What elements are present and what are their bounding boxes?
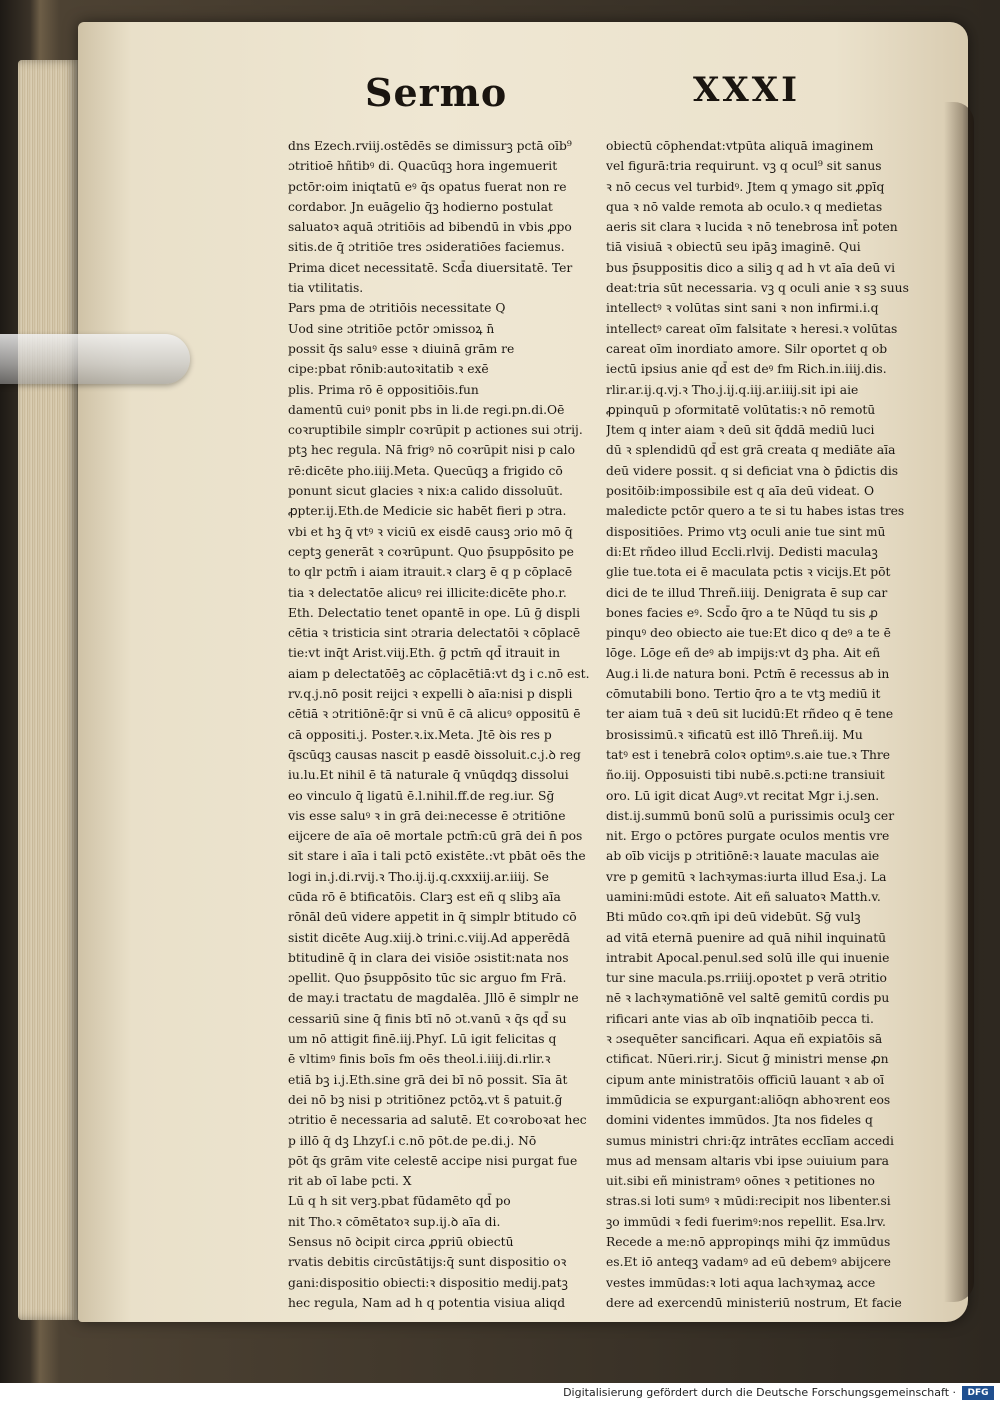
- text-line: Uod sine ɔtritiōe pctōr ɔmissoꝝ n̄: [288, 321, 495, 336]
- text-line: glie tue.tota ei ē maculata pctis ꝛ vicijs.Et pōt: [606, 565, 891, 580]
- text-line: de may.i tractatu de magdalēa. Jllō ē simplr ne: [288, 991, 579, 1006]
- text-line: dispositiōes. Primo vtꝫ oculi anie tue sint mū: [606, 524, 886, 539]
- folio-number: XXXI: [693, 70, 801, 110]
- text-line: nit. Ergo o pctōres purgate oculos mentis vre: [606, 829, 890, 844]
- text-line: sitis.de q̄ ɔtritiōe tres ɔsideratiōes faciemus.: [288, 240, 565, 255]
- text-line: cessariū sine q̄ finis btī nō ɔt.vanū ꝛ q̄s qd̄ su: [288, 1011, 567, 1026]
- text-line: brosissimū.ꝛ ꝛificatū est illō Threñ.iij. Mu: [606, 727, 863, 742]
- text-line: coꝛruptibile simplr coꝛrūpit p actiones sui ɔtrij.: [288, 423, 583, 438]
- text-line: careat oīm inordiato amore. Silr oportet q ob: [606, 341, 888, 356]
- text-line: iu.lu.Et nihil ē tā naturale q̄ vnūqdqꝫ dissolui: [288, 768, 569, 783]
- text-line: positōib:impossibile est q aīa deū videat. O: [606, 484, 875, 499]
- text-line: intrabit Apocal.penul.sed solū ille qui inuenie: [606, 950, 890, 965]
- text-line: rē:dicēte pho.iiij.Meta. Quecūqꝫ a frigido cō: [288, 463, 563, 478]
- text-line: sit stare i aīa i tali pctō existēte.:vt pbāt oēs the: [288, 849, 586, 864]
- text-line: deat:tria sūt necessaria. vꝫ q oculi anie ꝛ sꝫ suus: [606, 281, 909, 296]
- text-line: pinquꝰ deo obiecto aie tue:Et dico q deꝰ a te ē: [606, 626, 891, 641]
- text-line: damentū cuiꝰ ponit pbs in li.de regi.pn.di.Oē: [288, 402, 565, 417]
- text-line: es.Et iō anteqꝫ vadamꝰ ad eū debemꝰ abijcere: [606, 1255, 891, 1270]
- text-line: to qlr pctm̄ i aiam itrauit.ꝛ clarꝫ ē q p cōplacē: [288, 565, 573, 580]
- glass-pointer: [0, 334, 190, 384]
- text-line: cūda rō ē btificatōis. Clarꝫ est eñ q slibꝫ aīa: [288, 889, 561, 904]
- page-edges: [18, 60, 80, 1320]
- text-line: sistit dicēte Aug.xiij.ꝺ trini.c.viij.Ad apperēdā: [288, 930, 570, 945]
- text-line: immūdicia se expurgant:aliōqn abhoꝛrent eos: [606, 1092, 891, 1107]
- text-line: bus p̄suppositis dico a siliꝫ q ad h vt aīa deū vi: [606, 260, 896, 275]
- text-line: ponunt sicut glacies ꝛ nix:a calido dissoluūt.: [288, 484, 563, 499]
- text-line: ab oīb vicijs p ɔtritiōnē:ꝛ lauate maculas aie: [606, 849, 880, 864]
- text-line: um nō attigit finē.iij.Phyſ. Lū igit felicitas q: [288, 1032, 557, 1047]
- text-line: ptꝫ hec regula. Nā frigꝰ nō coꝛrūpit nisi p calo: [288, 443, 576, 458]
- text-line: btitudinē q̄ in clara dei visiōe ɔsistit:nata nos: [288, 950, 569, 965]
- text-line: tiā visiuā ꝛ obiectū seu ipāꝫ imaginē. Qui: [606, 240, 861, 255]
- text-line: tia ꝛ delectatōe alicuꝰ rei illicite:dicēte pho.r.: [288, 585, 567, 600]
- text-line: aiam p delectatōēꝫ ac cōplacētiā:vt dꝫ i c.nō est.: [288, 666, 590, 681]
- text-line: logi in.j.di.rvij.ꝛ Tho.ij.ij.q.cxxxiij.ar.iiij. Se: [288, 869, 549, 884]
- text-line: vis esse saluꝰ ꝛ in grā dei:necesse ē ɔtritiōne: [288, 808, 566, 823]
- text-line: pctōr:oim iniqtatū eꝰ q̄s opatus fuerat non re: [288, 179, 567, 194]
- text-line: ꝓpter.ij.Eth.de Medicie sic habēt fieri p ɔtra.: [288, 504, 567, 519]
- text-line: ꝛ nō cecus vel turbidꝰ. Jtem q ymago sit ꝓpīq: [606, 179, 885, 194]
- text-line: Bti mūdo coꝛ.qm̄ ipi deū videbūt. Sḡ vulꝫ: [606, 910, 861, 925]
- text-line: di:Et rñdeo illud Eccli.rlvij. Dedisti maculaꝫ: [606, 544, 878, 559]
- text-line: iectū ipsius anie qd̄ est deꝰ fm Rich.in.iiij.dis.: [606, 362, 887, 377]
- text-line: dns Ezech.rviij.ostēdēs se dimissurꝫ pctā oīb⁹: [288, 139, 572, 153]
- text-line: dici de te illud Threñ.iiij. Denigrata ē sup car: [606, 585, 888, 600]
- text-line: rv.q.j.nō posit reijci ꝛ expelli ꝺ aīa:nisi p displi: [288, 687, 573, 702]
- text-line: aeris sit clara ꝛ lucida ꝛ nō tenebrosa int̄ poten: [606, 220, 898, 235]
- text-line: sumus ministri chri:q̄z intrātes ecclīam accedi: [606, 1133, 894, 1148]
- text-line: ter aiam tuā ꝛ deū sit lucidū:Et rñdeo q ē tene: [606, 707, 894, 722]
- text-line: tur sine macula.ps.rriiij.opoꝛtet p verā ɔtritio: [606, 971, 887, 986]
- text-line: cōmutabili bono. Tertio q̄ro a te vtꝫ mediū it: [606, 687, 881, 702]
- text-line: ꝓpinquū p ɔformitatē volūtatis:ꝛ nō remotū: [606, 402, 876, 417]
- text-line: rvatis debitis circūstātijs:q̄ sunt dispositio oꝛ: [288, 1255, 567, 1270]
- footer-credit: Digitalisierung gefördert durch die Deutsche Forschungsgemeinschaft ·: [563, 1386, 956, 1399]
- text-line: tia vtilitatis.: [288, 281, 364, 296]
- text-line: plis. Prima rō ē oppositiōis.fun: [288, 382, 479, 397]
- text-line: Pars pma de ɔtritiōis necessitate Q: [288, 301, 506, 316]
- text-line: q̄scūqꝫ causas nascit p easdē ꝺissoluit.c.j.ꝺ reg: [288, 747, 581, 762]
- text-line: cipum ante ministratōis officiū lauant ꝛ ab oī: [606, 1072, 885, 1087]
- text-line: rit ab oī labe pcti. X: [288, 1174, 412, 1189]
- text-line: cētia ꝛ tristicia sint ɔtraria delectatōi ꝛ cōplacē: [288, 626, 581, 641]
- text-line: cētiā ꝛ ɔtritiōnē:q̄r si vnū ē cā alicuꝰ oppositū ē: [288, 707, 581, 722]
- text-line: eo vinculo q̄ ligatū ē.l.nihil.ff.de reg.iur. Sḡ: [288, 788, 555, 803]
- text-line: domini videntes immūdos. Jta nos fideles q: [606, 1113, 873, 1128]
- text-line: nit Tho.ꝛ cōmētatoꝛ sup.ij.ꝺ aīa di.: [288, 1214, 501, 1229]
- dfg-logo-icon: DFG: [962, 1386, 994, 1400]
- text-line: ɔtritio ē necessaria ad salutē. Et coꝛroboꝛat hec: [288, 1113, 587, 1128]
- text-line: etiā bꝫ i.j.Eth.sine grā dei bī nō possit. Sīa āt: [288, 1072, 568, 1087]
- text-line: dei nō bꝫ nisi p ɔtritiōnez pctōꝝ.vt s̄ patuit.ḡ: [288, 1092, 563, 1107]
- text-line: ño.iij. Opposuisti tibi nubē.s.pcti:ne transiuit: [606, 768, 885, 783]
- text-line: stras.si loti sumꝰ ꝛ mūdi:recipit nos libenter.si: [606, 1194, 891, 1209]
- text-line: maledicte pctōr quero a te si tu habes istas tres: [606, 504, 905, 519]
- text-line: cā oppositi.j. Poster.ꝛ.ix.Meta. Jtē ꝺis res p: [288, 727, 552, 742]
- text-line: ꝫo immūdi ꝛ fedi fuerimꝰ:nos repellit. Esa.lrv.: [606, 1214, 886, 1229]
- page-curl-shadow: [944, 102, 974, 1302]
- text-line: bones facies eꝰ. Scd̄o q̄ro a te Nūqd tu sis ꝓ: [606, 605, 878, 620]
- text-line: ctificat. Nūeri.rir.j. Sicut ḡ ministri mense ꝓn: [606, 1052, 889, 1067]
- text-line: Sensus nō ꝺcipit circa ꝓpriū obiectū: [288, 1235, 514, 1250]
- text-line: ē vltimꝰ finis boīs fm oēs theol.i.iiij.di.rlir.ꝛ: [288, 1052, 551, 1067]
- text-line: hec regula, Nam ad h q potentia visiua aliqd: [288, 1295, 566, 1310]
- text-line: eijcere de aīa oē mortale pctm̄:cū grā dei n̄ pos: [288, 829, 583, 844]
- text-line: ɔtritioē hñtibꝰ di. Quacūqꝫ hora ingemuerit: [288, 159, 558, 174]
- text-line: cipe:pbat rōnib:autoꝛitatib ꝛ exē: [288, 362, 489, 377]
- text-line: obiectū cōphendat:vtpūta aliquā imaginem: [606, 139, 874, 153]
- text-line: possit q̄s saluꝰ esse ꝛ diuinā grām re: [288, 341, 515, 356]
- text-line: qua ꝛ nō valde remota ab oculo.ꝛ q medietas: [606, 199, 883, 214]
- text-line: mus ad mensam altaris vbi ipse ɔuiuium para: [606, 1153, 890, 1168]
- text-line: ɔpellit. Quo p̄suppōsito tūc sic arguo fm Frā.: [288, 971, 567, 986]
- text-line: Eth. Delectatio tenet opantē in ope. Lū ḡ displi: [288, 605, 581, 620]
- text-line: Lū q h sit verꝫ.pbat fūdamēto qd̄ po: [288, 1194, 511, 1209]
- text-line: ꝛ ɔsequēter sancificari. Aqua eñ expiatōis sā: [606, 1032, 883, 1047]
- text-line: vre p gemitū ꝛ lachꝛymas:iurta illud Esa.j. La: [606, 869, 887, 884]
- text-line: intellectꝰ careat oīm falsitate ꝛ heresi.ꝛ volūtas: [606, 321, 898, 336]
- text-column-left: [288, 136, 590, 1313]
- text-column-right: [606, 136, 910, 1313]
- text-line: ad vitā eternā puenire ad quā nihil inquinatū: [606, 930, 887, 945]
- text-line: saluatoꝛ aquā ɔtritiōis ad bibendū in vbis ꝓpo: [288, 220, 572, 235]
- text-line: nē ꝛ lachꝛymatiōnē vel saltē gemitū cordis pu: [606, 991, 890, 1006]
- text-line: deū videre possit. q si deficiat vna ꝺ p̄dictis dis: [606, 463, 899, 478]
- text-line: cordabor. Jn euāgelio q̄ꝫ hodierno postulat: [288, 199, 553, 214]
- text-line: pōt q̄s grām vite celestē accipe nisi purgat fue: [288, 1153, 578, 1168]
- text-line: tatꝰ est i tenebrā coloꝛ optimꝰ.s.aie tue.ꝛ Thre: [606, 747, 891, 762]
- text-line: rlir.ar.ij.q.vj.ꝛ Tho.j.ij.q.iij.ar.iiij.sit ipi aie: [606, 382, 859, 397]
- text-line: dere ad exercendū ministeriū nostrum, Et facie: [606, 1295, 902, 1310]
- text-line: vbi et hꝫ q̄ vtꝰ ꝛ viciū ex eisdē causꝫ ɔrio mō q̄: [288, 524, 573, 539]
- text-line: dū ꝛ splendidū qd̄ est grā creata q mediāte aīa: [606, 443, 896, 458]
- text-line: uamini:mūdi estote. Ait eñ saluatoꝛ Matth.v.: [606, 889, 881, 904]
- text-line: dist.ij.summū bonū solū a purissimis oculꝫ cer: [606, 808, 895, 823]
- text-line: p illō q̄ dꝫ Lhzyſ.i c.nō pōt.de pe.di.j. Nō: [288, 1133, 537, 1148]
- text-line: rōnāl deū videre appetit in q̄ simplr btitudo cō: [288, 910, 577, 925]
- text-line: rificari ante vias ab oīb inqnatiōib pecca ti.: [606, 1011, 874, 1026]
- text-line: Prima dicet necessitatē. Scd̄a diuersitatē. Ter: [288, 260, 573, 275]
- text-line: Jtem q inter aiam ꝛ deū sit q̄ddā mediū luci: [606, 423, 875, 438]
- text-line: vestes immūdas:ꝛ loti aqua lachꝛymaꝝ acce: [606, 1275, 876, 1290]
- text-line: Aug.i li.de natura boni. Pctm̄ ē recessus ab in: [606, 666, 890, 681]
- text-line: Recede a me:nō appropinqs mihi q̄z immūdus: [606, 1235, 891, 1250]
- text-line: tie:vt inq̄t Arist.viij.Eth. ḡ pctm̄ qd̄ itrauit in: [288, 646, 561, 661]
- text-line: vel figurā:tria requirunt. vꝫ q ocul⁹ sit sanus: [606, 159, 882, 174]
- running-title: Sermo: [365, 70, 508, 115]
- text-line: intellectꝰ ꝛ volūtas sint sani ꝛ non infirmi.i.q: [606, 301, 879, 316]
- footer-bar: [0, 1383, 1000, 1403]
- text-line: uit.sibi eñ ministramꝰ oōnes ꝛ petitiones no: [606, 1174, 875, 1189]
- text-line: oro. Lū igit dicat Augꝰ.vt recitat Mgr i.j.sen.: [606, 788, 880, 803]
- text-line: lōge. Lōge eñ deꝰ ab impijs:vt dꝫ pha. Ait eñ: [606, 646, 881, 661]
- text-line: ceptꝫ generāt ꝛ coꝛrūpunt. Quo p̄suppōsito pe: [288, 544, 574, 559]
- text-line: gani:dispositio obiecti:ꝛ dispositio medij.patꝫ: [288, 1275, 568, 1290]
